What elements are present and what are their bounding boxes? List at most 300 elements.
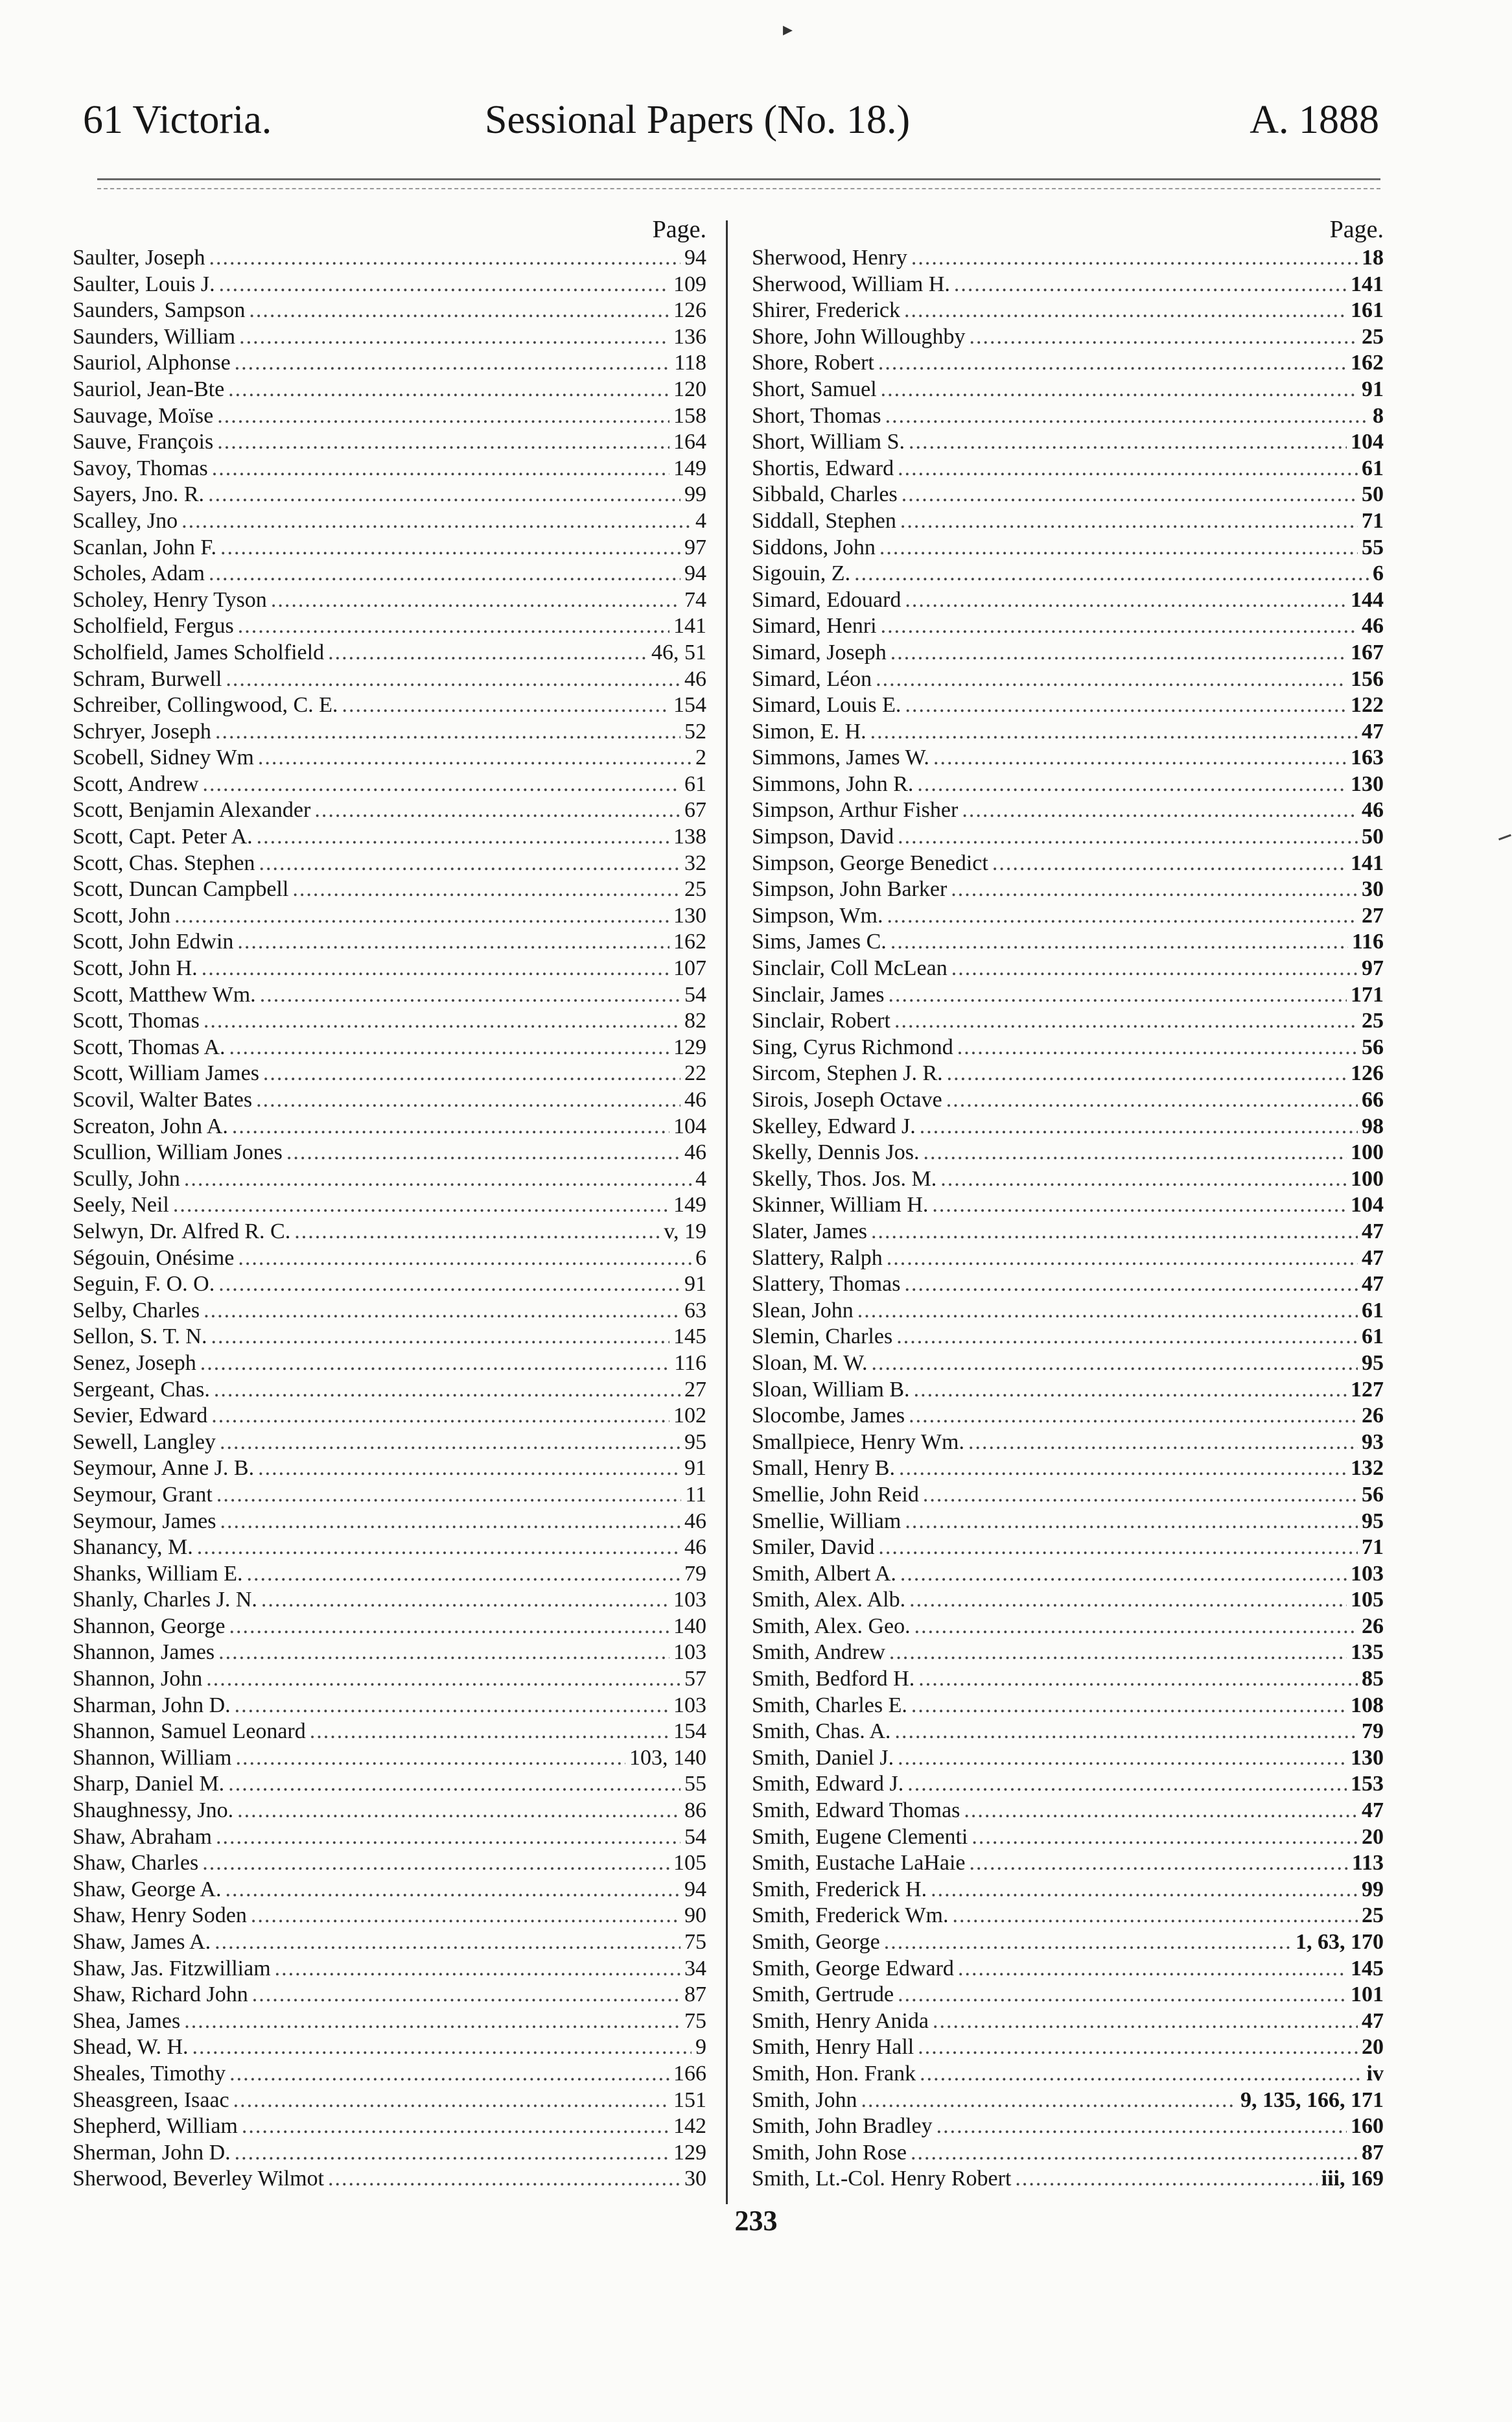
dot-leader	[174, 903, 669, 930]
entry-name: Shannon, Samuel Leonard	[73, 1719, 306, 1744]
dot-leader	[901, 482, 1358, 508]
entry-name: Sing, Cyrus Richmond	[752, 1035, 953, 1059]
entry-name: Small, Henry B.	[752, 1456, 895, 1481]
entry-page: 154	[673, 693, 706, 718]
index-entry	[73, 1509, 706, 1535]
index-entry	[73, 640, 706, 666]
dot-leader	[235, 350, 671, 377]
entry-page: 105	[673, 1851, 706, 1875]
entry-page: 25	[684, 877, 706, 902]
entry-name: Sherwood, Henry	[752, 246, 907, 270]
index-entry	[752, 1114, 1384, 1140]
dot-leader	[238, 1245, 692, 1272]
dot-leader	[258, 1455, 680, 1482]
dot-leader	[911, 245, 1358, 272]
index-entry	[752, 508, 1384, 535]
page-column-heading: Page.	[1329, 216, 1384, 243]
dot-leader	[251, 1903, 680, 1929]
dot-leader	[233, 2087, 669, 2114]
entry-page: 120	[673, 377, 706, 401]
index-entry	[752, 1666, 1384, 1693]
entry-page: 108	[1351, 1693, 1384, 1717]
dot-leader	[898, 1745, 1347, 1772]
dot-leader	[911, 1693, 1347, 1719]
index-entry	[73, 561, 706, 587]
entry-page: 87	[1362, 2140, 1384, 2165]
index-entry	[73, 272, 706, 298]
index-entry	[752, 1640, 1384, 1666]
index-entry	[73, 1903, 706, 1929]
index-entry	[73, 956, 706, 982]
dot-leader	[212, 456, 669, 482]
entry-name: Shaw, Jas. Fitzwilliam	[73, 1956, 271, 1981]
dot-leader	[909, 429, 1347, 456]
dot-leader	[884, 1929, 1292, 1956]
dot-leader	[918, 1666, 1358, 1693]
entry-name: Sayers, Jno. R.	[73, 482, 205, 507]
entry-name: Smith, George Edward	[752, 1956, 954, 1981]
index-entry	[73, 824, 706, 851]
entry-name: Scott, Benjamin Alexander	[73, 798, 311, 823]
index-entry	[752, 1166, 1384, 1193]
index-entry	[73, 377, 706, 403]
header-rule-dashed	[97, 188, 1380, 189]
dot-leader	[249, 298, 669, 324]
entry-page: 34	[684, 1956, 706, 1981]
dot-leader	[905, 587, 1347, 614]
entry-page: 105	[1351, 1588, 1384, 1612]
dot-leader	[229, 2061, 669, 2087]
dot-leader	[905, 692, 1347, 719]
entry-name: Smith, Albert A.	[752, 1561, 896, 1586]
entry-page: 142	[673, 2114, 706, 2139]
dot-leader	[261, 1587, 669, 1614]
index-entry	[73, 1324, 706, 1350]
index-list-left	[73, 245, 706, 2193]
entry-page: 166	[673, 2061, 706, 2086]
entry-name: Sheasgreen, Isaac	[73, 2087, 229, 2112]
index-entry	[73, 1798, 706, 1824]
entry-name: Seymour, James	[73, 1509, 216, 1533]
entry-name: Smith, Eustache LaHaie	[752, 1851, 966, 1875]
dot-leader	[904, 298, 1347, 324]
entry-name: Skinner, William H.	[752, 1193, 929, 1217]
dot-leader	[256, 1087, 680, 1114]
index-entry	[752, 1324, 1384, 1350]
index-entry	[73, 1061, 706, 1087]
index-entry	[73, 745, 706, 771]
dot-leader	[914, 1614, 1358, 1640]
dot-leader	[857, 1298, 1358, 1324]
index-entry	[73, 2113, 706, 2140]
dot-leader	[899, 1455, 1347, 1482]
entry-name: Scullion, William Jones	[73, 1140, 283, 1165]
entry-name: Smith, Eugene Clementi	[752, 1824, 968, 1849]
entry-page: 46	[1362, 614, 1384, 639]
entry-name: Sheales, Timothy	[73, 2061, 226, 2086]
index-entry	[752, 1008, 1384, 1035]
entry-page: 91	[1362, 377, 1384, 401]
entry-page: 4	[695, 508, 706, 533]
index-entry	[752, 1061, 1384, 1087]
entry-page: 113	[1351, 1851, 1384, 1875]
index-entry	[73, 2140, 706, 2167]
dot-leader	[216, 1482, 681, 1509]
entry-page: 116	[674, 1350, 706, 1375]
entry-page: 141	[1351, 272, 1384, 296]
entry-page: 135	[1351, 1640, 1384, 1665]
dot-leader	[870, 719, 1358, 746]
index-entry	[752, 2087, 1384, 2114]
entry-name: Sigouin, Z.	[752, 561, 851, 586]
entry-name: Shea, James	[73, 2008, 181, 2033]
dot-leader	[220, 1509, 681, 1535]
entry-page: 50	[1362, 482, 1384, 507]
dot-leader	[228, 377, 669, 403]
dot-leader	[181, 508, 692, 535]
dot-leader	[933, 2008, 1358, 2035]
entry-name: Smellie, John Reid	[752, 1482, 919, 1507]
entry-page: 104	[673, 1114, 706, 1138]
entry-page: 75	[684, 2008, 706, 2033]
dot-leader	[970, 1850, 1348, 1877]
entry-page: 130	[1351, 1745, 1384, 1770]
entry-page: 30	[1362, 877, 1384, 902]
entry-name: Simard, Joseph	[752, 640, 887, 664]
dot-leader	[200, 1350, 671, 1377]
index-entry	[752, 982, 1384, 1009]
dot-leader	[917, 771, 1347, 798]
entry-page: 102	[673, 1404, 706, 1428]
entry-name: Smith, John	[752, 2087, 857, 2112]
index-entry	[752, 377, 1384, 403]
dot-leader	[217, 403, 669, 430]
index-entry	[73, 1245, 706, 1272]
dot-leader	[259, 851, 680, 877]
entry-name: Scott, Andrew	[73, 771, 199, 796]
index-entry	[73, 1298, 706, 1324]
index-entry	[73, 1350, 706, 1377]
dot-leader	[260, 982, 680, 1009]
entry-page: 52	[684, 719, 706, 744]
entry-page: 47	[1362, 1245, 1384, 1270]
dot-leader	[951, 956, 1358, 982]
index-entry	[73, 1166, 706, 1193]
entry-page: 97	[1362, 956, 1384, 981]
dot-leader	[894, 1008, 1358, 1035]
index-entry	[73, 1534, 706, 1561]
entry-name: Selby, Charles	[73, 1298, 200, 1323]
entry-name: Sevier, Edward	[73, 1404, 208, 1428]
entry-name: Shore, John Willoughby	[752, 324, 966, 349]
entry-name: Smallpiece, Henry Wm.	[752, 1429, 964, 1454]
index-entry	[752, 2140, 1384, 2167]
entry-page: 6	[695, 1245, 706, 1270]
entry-page: 57	[684, 1667, 706, 1691]
entry-name: Sirois, Joseph Octave	[752, 1088, 942, 1112]
dot-leader	[184, 1166, 692, 1193]
index-entry	[752, 2113, 1384, 2140]
header-left: 61 Victoria.	[83, 98, 272, 142]
entry-page: 54	[684, 1824, 706, 1849]
entry-page: 50	[1362, 825, 1384, 849]
index-entry	[73, 1771, 706, 1798]
entry-name: Scobell, Sidney Wm	[73, 746, 254, 770]
index-entry	[752, 929, 1384, 956]
entry-name: Shaughnessy, Jno.	[73, 1798, 234, 1823]
dot-leader	[896, 1324, 1358, 1350]
entry-name: Scott, John Edwin	[73, 930, 234, 954]
dot-leader	[920, 1114, 1358, 1140]
index-entry	[73, 2061, 706, 2087]
dot-leader	[209, 245, 681, 272]
index-entry	[752, 1614, 1384, 1640]
dot-leader	[203, 771, 680, 798]
dot-leader	[294, 1219, 660, 1245]
index-entry	[73, 1403, 706, 1429]
entry-page: 167	[1351, 640, 1384, 664]
entry-page: 8	[1373, 403, 1384, 428]
entry-page: 162	[1351, 351, 1384, 375]
entry-page: 61	[1362, 456, 1384, 480]
entry-name: Smith, John Rose	[752, 2140, 907, 2165]
index-entry	[73, 1982, 706, 2008]
entry-name: Sircom, Stephen J. R.	[752, 1061, 943, 1086]
index-entry	[73, 1271, 706, 1298]
entry-page: 129	[673, 1035, 706, 1059]
entry-name: Simpson, John Barker	[752, 877, 948, 902]
dot-leader	[215, 1929, 680, 1956]
dot-leader	[204, 1008, 680, 1035]
entry-page: 94	[684, 561, 706, 586]
index-entry	[752, 1798, 1384, 1824]
dot-leader	[226, 666, 680, 693]
entry-name: Sauriol, Alphonse	[73, 351, 231, 375]
entry-page: 161	[1351, 298, 1384, 323]
entry-name: Sloan, William B.	[752, 1377, 910, 1402]
index-entry	[73, 298, 706, 324]
entry-name: Scovil, Walter Bates	[73, 1088, 253, 1112]
index-entry	[73, 771, 706, 798]
dot-leader	[216, 1824, 680, 1851]
entry-name: Simpson, George Benedict	[752, 851, 988, 875]
entry-page: 153	[1351, 1772, 1384, 1796]
dot-leader	[228, 1771, 680, 1798]
entry-page: 9, 135, 166, 171	[1240, 2087, 1384, 2112]
index-entry	[752, 403, 1384, 430]
entry-name: Shannon, John	[73, 1667, 203, 1691]
entry-page: 4	[695, 1166, 706, 1191]
entry-name: Scholes, Adam	[73, 561, 205, 586]
entry-page: 109	[673, 272, 706, 296]
entry-page: 82	[684, 1009, 706, 1033]
dot-leader	[1015, 2166, 1317, 2193]
index-entry	[752, 903, 1384, 930]
index-entry	[752, 2034, 1384, 2061]
index-entry	[73, 429, 706, 456]
index-entry	[752, 1429, 1384, 1456]
entry-name: Saulter, Louis J.	[73, 272, 215, 296]
dot-leader	[878, 350, 1347, 377]
entry-name: Simard, Louis E.	[752, 693, 901, 718]
dot-leader	[192, 2034, 692, 2061]
dot-leader	[951, 876, 1358, 903]
dot-leader	[992, 851, 1347, 877]
dot-leader	[258, 745, 692, 771]
entry-page: 136	[673, 324, 706, 349]
entry-page: 47	[1362, 719, 1384, 744]
index-entry	[73, 508, 706, 535]
entry-page: 145	[1351, 1956, 1384, 1981]
dot-leader	[936, 2113, 1347, 2140]
entry-page: 127	[1351, 1377, 1384, 1402]
entry-name: Scanlan, John F.	[73, 535, 217, 559]
entry-page: 95	[684, 1429, 706, 1454]
dot-leader	[257, 824, 669, 851]
entry-name: Sewell, Langley	[73, 1429, 216, 1454]
entry-name: Scott, Chas. Stephen	[73, 851, 255, 875]
dot-leader	[947, 1061, 1347, 1087]
column-divider	[726, 220, 728, 2204]
entry-page: 55	[684, 1772, 706, 1796]
dot-leader	[964, 1798, 1358, 1824]
entry-name: Simard, Léon	[752, 666, 872, 691]
index-entry	[752, 771, 1384, 798]
dot-leader	[263, 1061, 680, 1087]
dot-leader	[246, 1561, 680, 1588]
dot-leader	[218, 1271, 680, 1298]
dot-leader	[197, 1534, 680, 1561]
index-entry	[73, 1561, 706, 1588]
entry-name: Scalley, Jno	[73, 508, 178, 533]
entry-page: 26	[1362, 1614, 1384, 1638]
dot-leader	[237, 1798, 680, 1824]
entry-name: Schreiber, Collingwood, C. E.	[73, 693, 338, 718]
entry-page: 141	[673, 614, 706, 639]
dot-leader	[275, 1956, 680, 1982]
entry-page: 11	[685, 1482, 706, 1507]
dot-leader	[242, 2113, 669, 2140]
entry-page: 22	[684, 1061, 706, 1086]
margin-mark	[1498, 834, 1511, 841]
entry-page: 100	[1351, 1140, 1384, 1165]
index-entry	[752, 1745, 1384, 1772]
entry-name: Simpson, Arthur Fisher	[752, 798, 959, 823]
entry-name: Skelly, Thos. Jos. M.	[752, 1166, 937, 1191]
entry-name: Smith, George	[752, 1930, 880, 1954]
entry-name: Shanancy, M.	[73, 1535, 193, 1560]
dot-leader	[962, 797, 1358, 824]
entry-page: 130	[1351, 771, 1384, 796]
scan-mark: ▸	[783, 19, 793, 40]
entry-name: Scholfield, James Scholfield	[73, 640, 325, 664]
entry-name: Skelly, Dennis Jos.	[752, 1140, 920, 1165]
entry-page: 91	[684, 1272, 706, 1297]
index-entry	[752, 1455, 1384, 1482]
index-entry	[752, 797, 1384, 824]
entry-name: Smith, Charles E.	[752, 1693, 907, 1717]
entry-page: 25	[1362, 324, 1384, 349]
entry-name: Seymour, Grant	[73, 1482, 213, 1507]
entry-name: Slean, John	[752, 1298, 854, 1323]
entry-name: Smith, Alex. Alb.	[752, 1588, 906, 1612]
index-entry	[752, 482, 1384, 508]
entry-name: Seely, Neil	[73, 1193, 169, 1217]
dot-leader	[229, 1614, 669, 1640]
dot-leader	[890, 640, 1347, 666]
dot-leader	[202, 956, 669, 982]
index-entry	[73, 587, 706, 614]
entry-name: Smith, Henry Anida	[752, 2008, 929, 2033]
entry-name: Short, Samuel	[752, 377, 877, 401]
entry-page: 25	[1362, 1009, 1384, 1033]
dot-leader	[904, 1271, 1358, 1298]
entry-page: 71	[1362, 1535, 1384, 1560]
dot-leader	[239, 324, 669, 351]
entry-name: Scott, Thomas A.	[73, 1035, 226, 1059]
entry-name: Sinclair, James	[752, 982, 885, 1007]
entry-name: Sinclair, Robert	[752, 1009, 890, 1033]
entry-page: 140	[673, 1614, 706, 1638]
dot-leader	[909, 1403, 1358, 1429]
entry-name: Slattery, Ralph	[752, 1245, 883, 1270]
entry-page: 18	[1362, 246, 1384, 270]
dot-leader	[219, 272, 669, 298]
index-entry	[73, 1614, 706, 1640]
entry-name: Saulter, Joseph	[73, 246, 205, 270]
dot-leader	[314, 797, 680, 824]
dot-leader	[909, 1587, 1347, 1614]
index-entry	[73, 1192, 706, 1219]
entry-name: Shaw, George A.	[73, 1877, 222, 1901]
dot-leader	[881, 377, 1358, 403]
dot-leader	[238, 613, 669, 640]
index-entry	[752, 1956, 1384, 1982]
entry-name: Sinclair, Coll McLean	[752, 956, 948, 981]
entry-page: 46	[684, 1140, 706, 1165]
dot-leader	[328, 2166, 680, 2193]
index-entry	[752, 824, 1384, 851]
index-entry	[752, 1929, 1384, 1956]
entry-name: Sims, James C.	[752, 930, 887, 954]
index-entry	[752, 245, 1384, 272]
dot-leader	[211, 1403, 669, 1429]
dot-leader	[217, 429, 669, 456]
index-entry	[73, 456, 706, 482]
index-entry	[73, 1745, 706, 1772]
entry-page: 61	[1362, 1298, 1384, 1323]
entry-page: 47	[1362, 1798, 1384, 1823]
dot-leader	[854, 561, 1369, 587]
entry-name: Schram, Burwell	[73, 666, 222, 691]
entry-page: 149	[673, 456, 706, 480]
index-entry	[752, 298, 1384, 324]
entry-page: 56	[1362, 1482, 1384, 1507]
index-entry	[73, 1666, 706, 1693]
dot-leader	[215, 719, 680, 746]
entry-name: Shaw, Abraham	[73, 1824, 212, 1849]
index-entry	[752, 956, 1384, 982]
entry-name: Seymour, Anne J. B.	[73, 1456, 255, 1481]
entry-page: 103	[673, 1588, 706, 1612]
index-entry	[752, 456, 1384, 482]
entry-name: Sherwood, William H.	[752, 272, 950, 296]
entry-page: 104	[1351, 430, 1384, 454]
entry-page: 95	[1362, 1509, 1384, 1533]
dot-leader	[887, 1245, 1358, 1272]
dot-leader	[173, 1192, 669, 1219]
dot-leader	[900, 508, 1358, 535]
